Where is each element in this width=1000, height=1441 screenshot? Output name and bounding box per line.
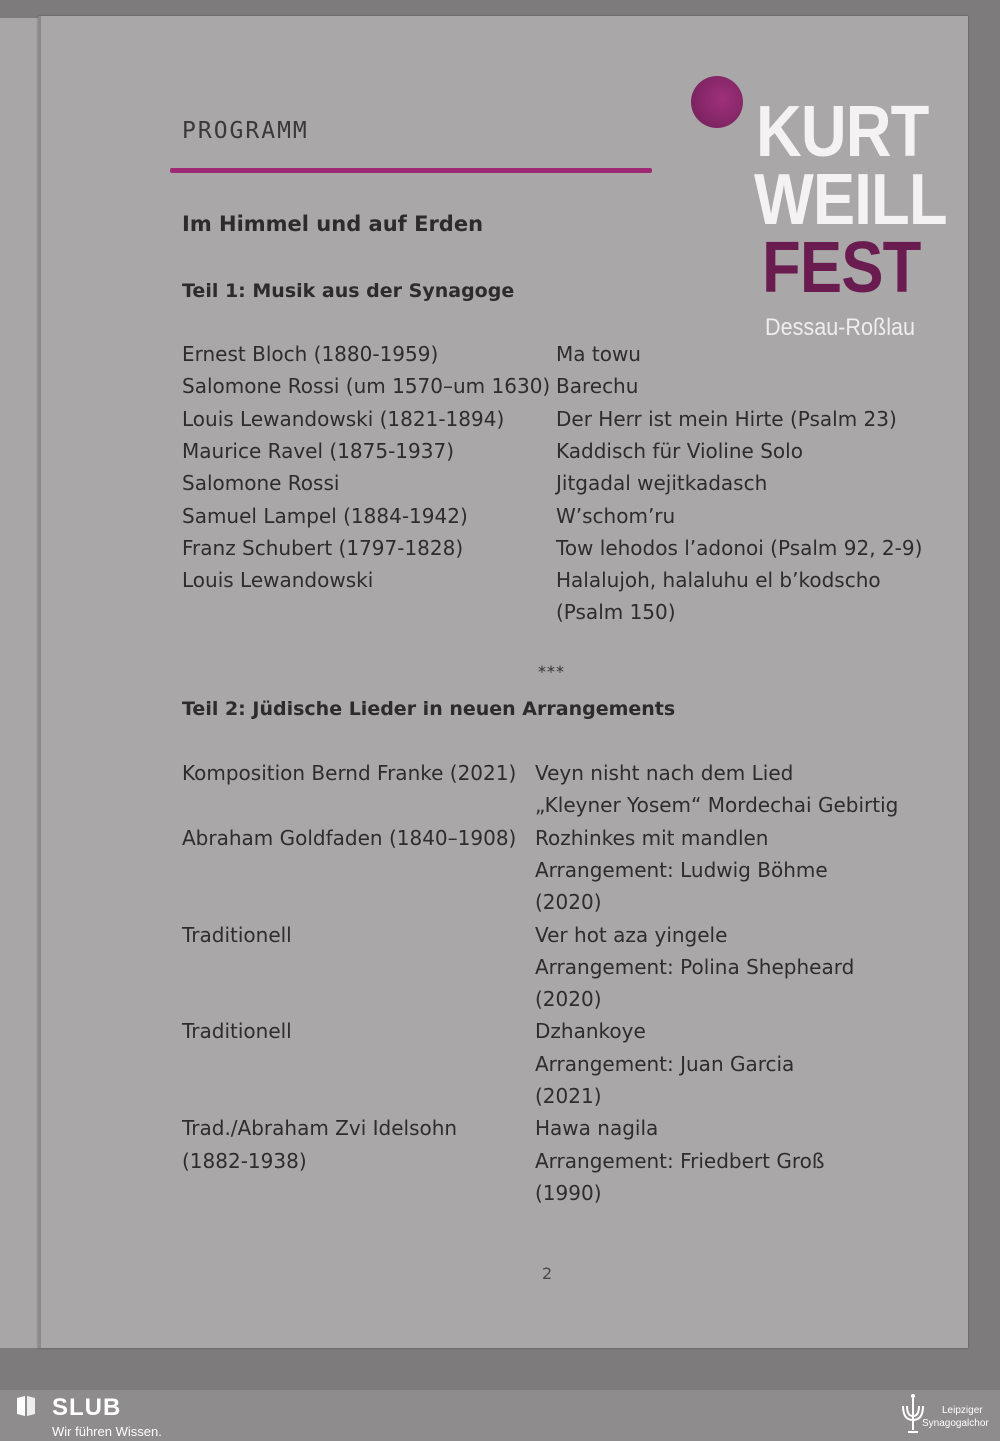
book-icon — [14, 1394, 38, 1418]
composer-entry: Louis Lewandowski (1821-1894) — [182, 406, 505, 431]
work-entry: (2020) — [535, 987, 602, 1012]
logo-weill: WEILL — [754, 160, 947, 240]
work-entry: Ver hot aza yingele — [535, 922, 728, 947]
work-entry: (1990) — [535, 1180, 602, 1205]
composer-entry: Salomone Rossi — [182, 471, 340, 496]
page-number: 2 — [542, 1264, 553, 1283]
logo-city: Dessau-Roßlau — [765, 314, 916, 341]
part2-title: Teil 2: Jüdische Lieder in neuen Arrangements — [182, 698, 676, 720]
work-entry: Dzhankoye — [535, 1019, 646, 1044]
partner-line1: Leipziger — [942, 1405, 983, 1416]
work-entry: Hawa nagila — [535, 1116, 659, 1141]
composer-entry: Trad./Abraham Zvi Idelsohn — [182, 1116, 458, 1141]
work-entry: Ma towu — [556, 342, 641, 366]
work-entry: (Psalm 150) — [556, 600, 676, 625]
work-entry: Arrangement: Polina Shepheard — [535, 954, 855, 979]
work-entry: Tow lehodos l’adonoi (Psalm 92, 2-9) — [556, 535, 923, 560]
composer-entry: (1882-1938) — [182, 1148, 307, 1173]
work-entry: Arrangement: Juan Garcia — [535, 1051, 795, 1076]
composer-entry: Maurice Ravel (1875-1937) — [182, 438, 455, 463]
concert-title: Im Himmel und auf Erden — [182, 212, 484, 236]
composer-entry: Traditionell — [182, 922, 292, 947]
section-separator: *** — [538, 662, 565, 681]
work-entry: Veyn nisht nach dem Lied — [535, 761, 794, 785]
partner-name — [922, 1404, 989, 1430]
composer-entry: Franz Schubert (1797-1828) — [182, 535, 464, 560]
work-entry: Kaddisch für Violine Solo — [556, 438, 803, 463]
composer-entry: Abraham Goldfaden (1840–1908) — [182, 825, 517, 850]
work-entry: Der Herr ist mein Hirte (Psalm 23) — [556, 406, 897, 431]
work-entry: (2020) — [535, 890, 602, 915]
program-page — [38, 16, 968, 1348]
composer-entry: Salomone Rossi (um 1570–um 1630) — [182, 374, 551, 399]
logo-dot — [691, 76, 743, 128]
work-entry: Rozhinkes mit mandlen — [535, 825, 769, 850]
work-entry: W’schom’ru — [556, 503, 676, 528]
work-entry: Barechu — [556, 374, 639, 399]
heading-rule — [170, 168, 652, 173]
work-entry: „Kleyner Yosem“ Mordechai Gebirtig — [535, 793, 899, 818]
work-entry: Arrangement: Ludwig Böhme — [535, 857, 828, 882]
festival-logo — [688, 74, 958, 344]
work-entry: (2021) — [535, 1084, 602, 1108]
logo-fest: FEST — [762, 228, 921, 308]
composer-entry: Traditionell — [182, 1019, 292, 1044]
part1-title: Teil 1: Musik aus der Synagoge — [182, 280, 515, 302]
library-tagline: Wir führen Wissen. — [52, 1424, 162, 1439]
work-entry: Jitgadal wejitkadasch — [556, 471, 768, 496]
composer-entry: Samuel Lampel (1884-1942) — [182, 503, 468, 528]
partner-line2: Synagogalchor — [922, 1418, 989, 1429]
work-entry: Arrangement: Friedbert Groß — [535, 1148, 825, 1173]
composer-entry: Komposition Bernd Franke (2021) — [182, 761, 517, 785]
previous-page-edge — [0, 18, 40, 1348]
library-name: SLUB — [52, 1394, 122, 1421]
composer-entry: Ernest Bloch (1880-1959) — [182, 342, 439, 366]
page-heading: PROGRAMM — [182, 118, 309, 144]
work-entry: Halalujoh, halaluhu el b’kodscho — [556, 568, 881, 593]
digitization-footer — [0, 1390, 1000, 1441]
logo-kurt: KURT — [756, 92, 929, 172]
composer-entry: Louis Lewandowski — [182, 568, 374, 593]
page-fold — [38, 16, 41, 1348]
